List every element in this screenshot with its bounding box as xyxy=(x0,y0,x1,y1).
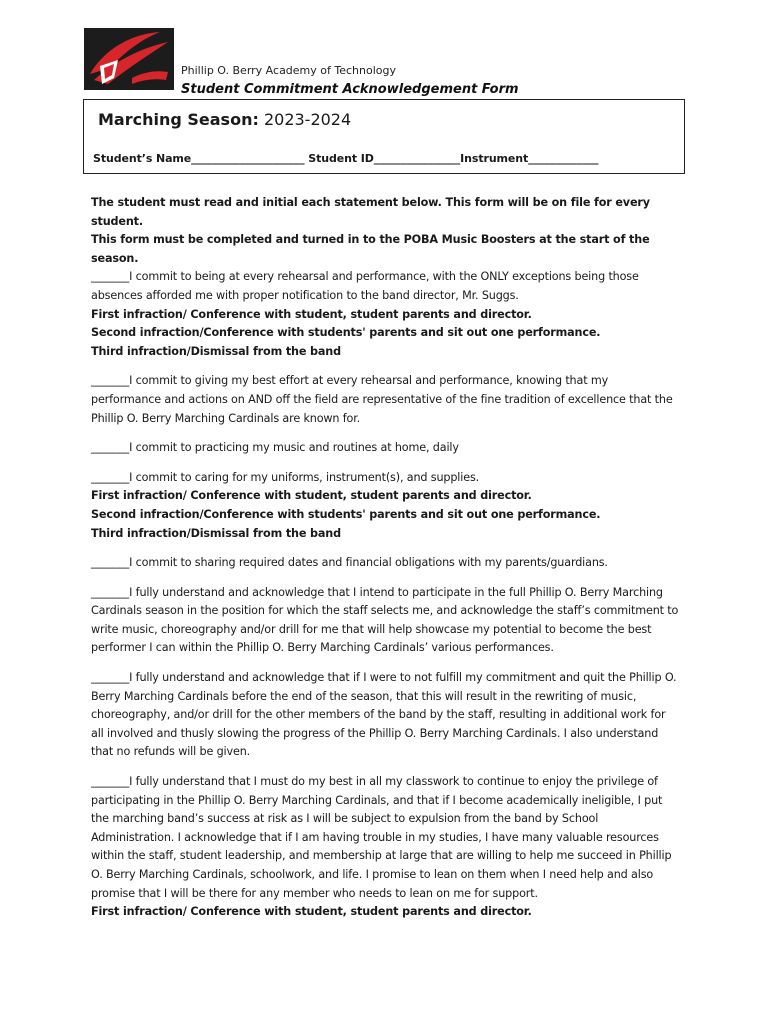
uniforms-third-infraction: Third infraction/Dismissal from the band xyxy=(91,526,341,540)
season-years: 2023-2024 xyxy=(263,110,352,129)
school-logo xyxy=(84,28,174,90)
school-name: Phillip O. Berry Academy of Technology xyxy=(181,64,396,77)
form-title: Student Commitment Acknowledgement Form xyxy=(181,82,519,97)
student-fields-line[interactable]: Student’s Name_____________________ Student ID________________Instrument_____________ xyxy=(93,152,599,165)
season-info-box xyxy=(83,99,685,174)
uniforms-second-infraction: Second infraction/Conference with students' parents and sit out one performance. xyxy=(91,507,601,521)
statement-best-effort[interactable]: _______I commit to giving my best effort at every rehearsal and performance, knowing that my performance and actions on AND off the field are representative of the fine tradition of excellence that the Phillip O. Berry Marching Cardinals are known for. xyxy=(91,374,673,425)
statement-financial[interactable]: _______I commit to sharing required dates and financial obligations with my parents/guardians. xyxy=(91,556,608,570)
statement-uniforms[interactable]: _______I commit to caring for my uniforms, instrument(s), and supplies. xyxy=(91,470,480,484)
statement-quitting[interactable]: _______I fully understand and acknowledge that if I were to not fulfill my commitment and quit the Phillip O. Berry Marching Cardinals before the end of the season, that this will result in the rewriting of music, choreography, and/or drill for the other members of the band by the staff, resulting in additional work for all involved and thusly slowing the progress of the Phillip O. Berry Marching Cardinals. I also understand that no refunds will be given. xyxy=(91,671,677,759)
season-heading xyxy=(98,110,351,129)
intro-line-1: The student must read and initial each statement below. This form will be on file for every student. xyxy=(91,196,650,228)
attendance-third-infraction: Third infraction/Dismissal from the band xyxy=(91,344,341,358)
statement-participation[interactable]: _______I fully understand and acknowledge that I intend to participate in the full Phillip O. Berry Marching Cardinals season in the position for which the staff selects me, and acknowledge the staff’s commitment to write music, choreography and/or drill for me that will help showcase my potential to become the best performer I can within the Phillip O. Berry Marching Cardinals’ various performances. xyxy=(91,585,679,655)
uniforms-first-infraction: First infraction/ Conference with student, student parents and director. xyxy=(91,489,532,503)
academics-first-infraction: First infraction/ Conference with student, student parents and director. xyxy=(91,905,532,919)
statement-academics[interactable]: _______I fully understand that I must do my best in all my classwork to continue to enjoy the privilege of participating in the Phillip O. Berry Marching Cardinals, and that if I become academically ineligible, I put the marching band’s success at risk as I will be subject to expulsion from the band by School Administration. I acknowledge that if I am having trouble in my studies, I have many valuable resources within the staff, student leadership, and membership at large that are willing to help me succeed in Phillip O. Berry Marching Cardinals, schoolwork, and life. I promise to lean on them when I need help and also promise that I will be there for any member who needs to lean on me for support. xyxy=(91,775,672,900)
form-body xyxy=(91,194,681,922)
statement-attendance[interactable]: _______I commit to being at every rehearsal and performance, with the ONLY exceptions being those absences afforded me with proper notification to the band director, Mr. Suggs. xyxy=(91,270,639,302)
statement-practice[interactable]: _______I commit to practicing my music and routines at home, daily xyxy=(91,441,459,455)
season-label: Marching Season: xyxy=(98,110,259,129)
attendance-second-infraction: Second infraction/Conference with students' parents and sit out one performance. xyxy=(91,326,601,340)
attendance-first-infraction: First infraction/ Conference with student, student parents and director. xyxy=(91,307,532,321)
intro-line-2: This form must be completed and turned in to the POBA Music Boosters at the start of the season. xyxy=(91,233,650,265)
